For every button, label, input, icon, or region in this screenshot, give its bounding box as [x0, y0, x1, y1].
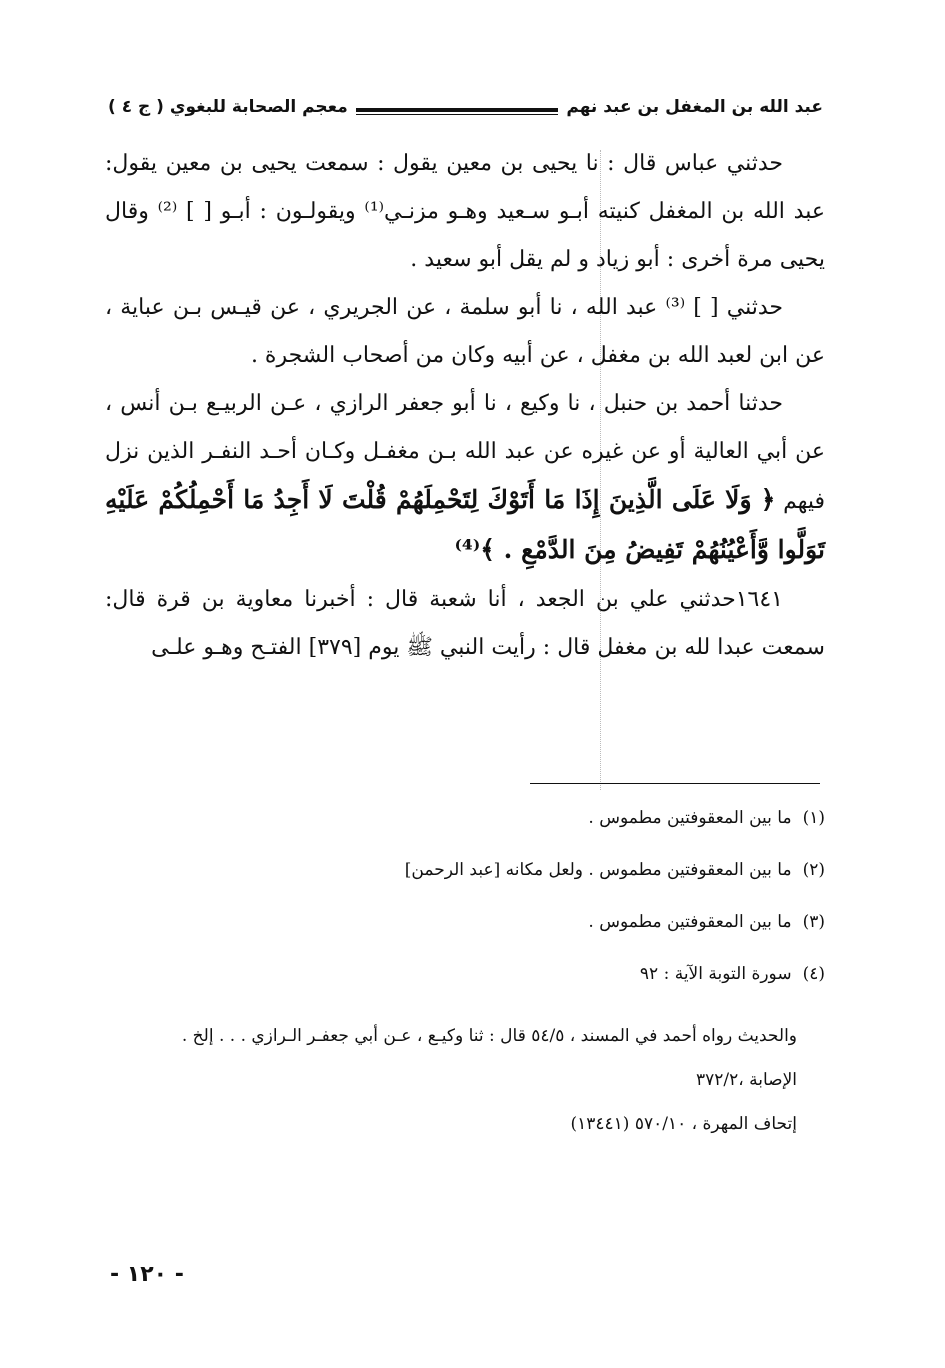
- footnote: [120, 956, 825, 1008]
- running-header: [108, 92, 823, 122]
- paragraph-3-text: حدثنا أحمد بن حنبل ، نا وكيع ، نا أبو جعفر الرازي ، عـن الربيـع بـن أنس ، عن أبي العالية أو عن غيره عن عبد الله بـن مغفـل وكـان أحـد النفـر الذين نزل فيهم: [105, 391, 825, 514]
- paragraph-3: [105, 380, 825, 576]
- footnote-number: (٣): [802, 912, 825, 932]
- footnote-text: ما بين المعقوفتين مطموس .: [588, 808, 792, 828]
- main-text: [105, 140, 825, 672]
- footnote-text: ما بين المعقوفتين مطموس . ولعل مكانه [عبد الرحمن]: [404, 860, 792, 880]
- paragraph-1: حدثني عباس قال : نا يحيى بن معين يقول : سمعت يحيى بن معين يقول: عبد الله بن المغفل كنيته أبـو سـعيد وهـو مزنـي⁽¹⁾ ويقولـون : أبـو [ ] ⁽²⁾ وقال يحيى مرة أخرى : أبو زياد و لم يقل أبو سعيد .: [105, 151, 825, 272]
- footnote-text: ما بين المعقوفتين مطموس .: [588, 912, 792, 932]
- quran-verse: ﴿ وَلَا عَلَى الَّذِينَ إِذَا مَا أَتَوْكَ لِتَحْمِلَهُمْ قُلْتَ لَا أَجِدُ مَا أَحْمِلُكُمْ عَلَيْهِ تَوَلَّوا وَّأَعْيُنُهُمْ تَفِيضُ مِنَ الدَّمْعِ . ﴾⁽⁴⁾: [105, 485, 825, 564]
- footnote-references: [120, 1014, 825, 1146]
- footnote-number: (٤): [802, 964, 825, 984]
- footnote-number: (١): [802, 808, 825, 828]
- footnote-number: (٢): [802, 860, 825, 880]
- section-title: عبد الله بن المغفل بن عبد نهم: [566, 97, 823, 117]
- footnote: [120, 904, 825, 956]
- footnote: [120, 800, 825, 852]
- footnotes: [120, 800, 825, 1146]
- footnote: [120, 852, 825, 904]
- reference-line: إتحاف المهرة ، ٥٧٠/١٠ (١٣٤٤١): [570, 1114, 797, 1134]
- reference-line: والحديث رواه أحمد في المسند ، ٥٤/٥ قال : ثنا وكيـع ، عـن أبي جعفـر الـرازي . . . إلخ .: [181, 1026, 797, 1046]
- header-rule: [356, 108, 559, 112]
- footnote-text: سورة التوبة الآية : ٩٢: [639, 964, 792, 984]
- footnote-separator: [530, 783, 820, 784]
- paragraph-2: حدثني [ ] ⁽³⁾ عبد الله ، نا أبو سلمة ، عن الجريري ، عن قيـس بـن عباية ، عن ابن لعبد الله بن مغفل ، عن أبيه وكان من أصحاب الشجرة .: [105, 295, 825, 368]
- paragraph-4: ١٦٤١حدثني علي بن الجعد ، أنا شعبة قال : أخبرنا معاوية بن قرة قال: سمعت عبدا لله بن مغفل قال : رأيت النبي ﷺ يوم [٣٧٩] الفتـح وهـو علـى: [105, 587, 825, 660]
- page-number: - ١٢٠ -: [110, 1262, 184, 1287]
- book-title: معجم الصحابة للبغوي ( ج ٤ ): [108, 97, 348, 117]
- reference-line: الإصابة ،٣٧٢/٢: [695, 1070, 797, 1090]
